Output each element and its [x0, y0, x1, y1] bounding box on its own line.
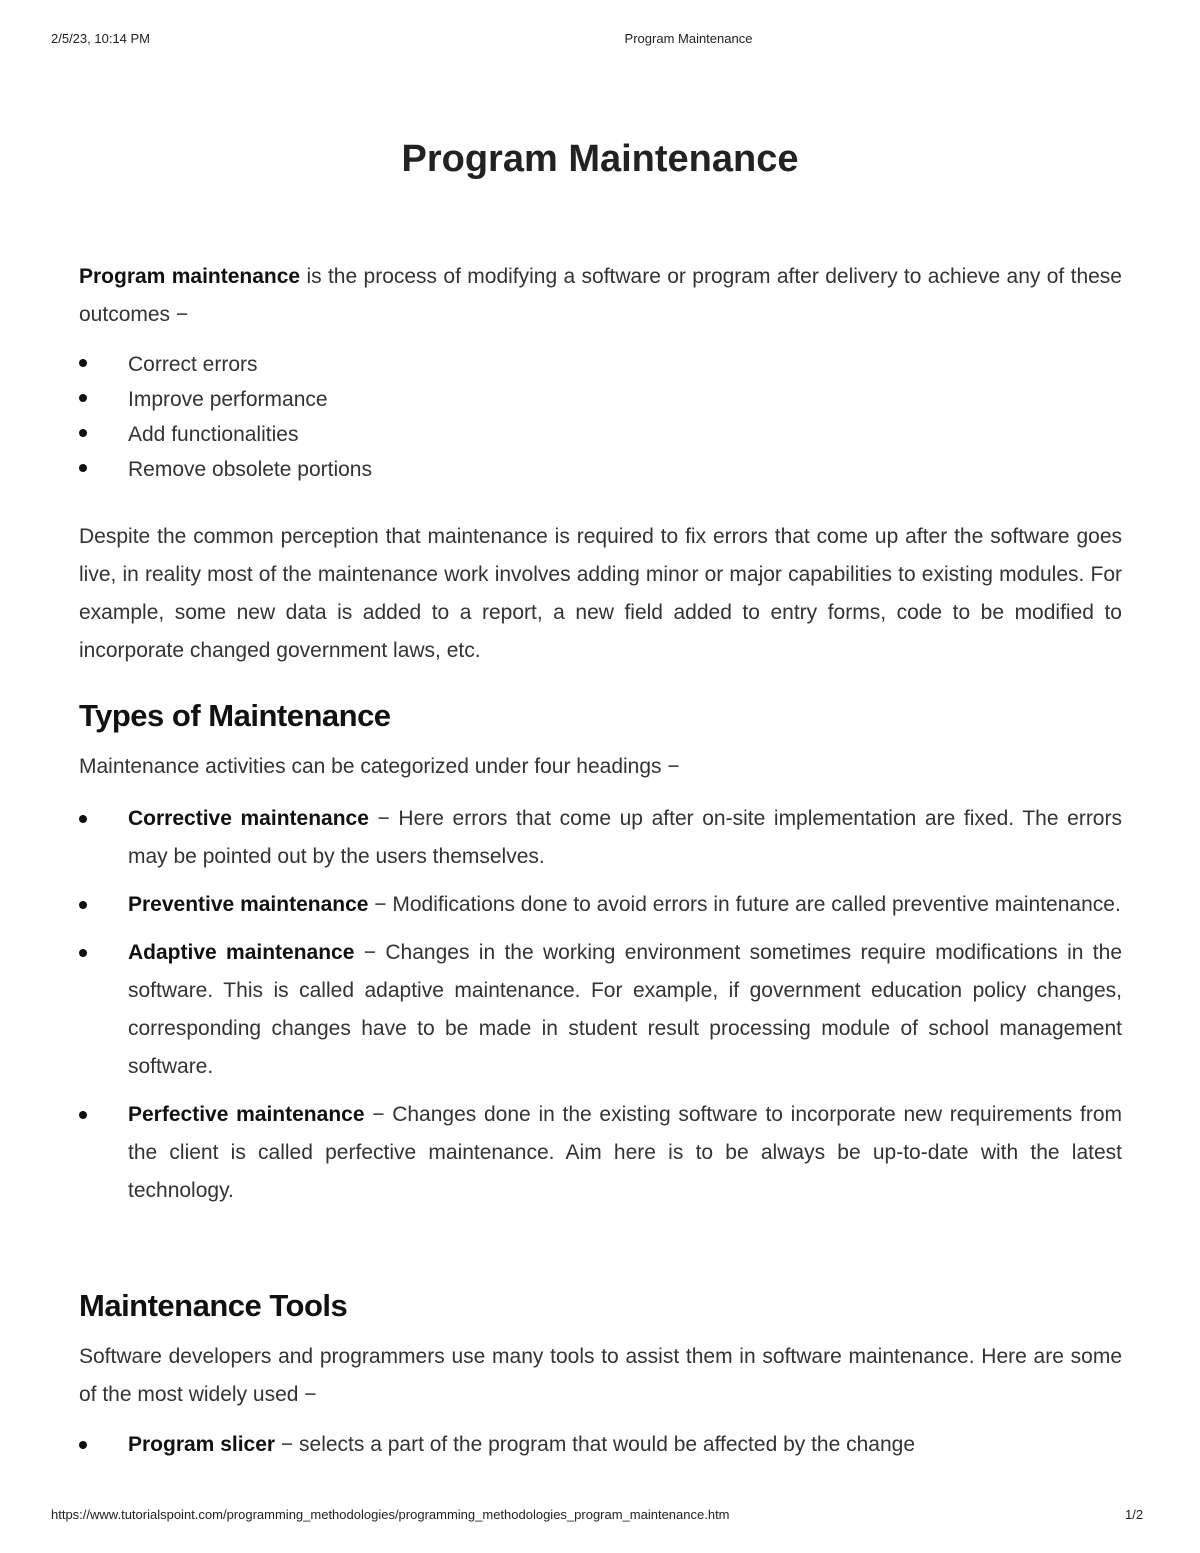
item-term: Preventive maintenance [128, 893, 369, 916]
list-item [79, 886, 1122, 924]
page-title: Program Maintenance [401, 138, 799, 180]
types-section [79, 698, 1122, 1220]
tools-section [79, 1288, 1122, 1474]
print-datetime: 2/5/23, 10:14 PM [51, 31, 151, 46]
list-item [79, 1426, 1122, 1464]
types-heading: Types of Maintenance [79, 698, 391, 733]
outcomes-list [79, 347, 1122, 487]
list-item: Improve performance [79, 382, 1122, 417]
item-term: Perfective maintenance [128, 1103, 365, 1126]
types-list [79, 800, 1122, 1210]
print-title: Program Maintenance [624, 31, 753, 46]
list-item: Remove obsolete portions [79, 452, 1122, 487]
list-item [79, 800, 1122, 876]
types-intro: Maintenance activities can be categorized under four headings − [79, 755, 680, 778]
list-item [79, 1096, 1122, 1210]
intro-term: Program maintenance [79, 265, 301, 288]
tools-heading: Maintenance Tools [79, 1288, 348, 1323]
list-item: Add functionalities [79, 417, 1122, 452]
list-item [79, 934, 1122, 1086]
item-text: − selects a part of the program that would be affected by the change [275, 1433, 916, 1456]
intro-text: is the process of modifying a software or program after delivery to achieve any of these outcomes − [79, 265, 1122, 326]
item-term: Program slicer [128, 1433, 276, 1456]
intro-paragraph [79, 258, 1122, 334]
list-item: Correct errors [79, 347, 1122, 382]
perception-paragraph: Despite the common perception that maintenance is required to fix errors that come up after the software goes live, in reality most of the maintenance work involves adding minor or major capabilities to existing modules. For example, some new data is added to a report, a new field added to entry forms, code to be modified to incorporate changed government laws, etc. [79, 525, 1122, 662]
print-url: https://www.tutorialspoint.com/programming_methodologies/programming_methodologies_program_maintenance.htm [51, 1507, 730, 1522]
item-term: Adaptive maintenance [128, 941, 355, 964]
tools-intro: Software developers and programmers use many tools to assist them in software maintenance. Here are some of the most widely used − [79, 1345, 1122, 1406]
item-text: − Changes in the working environment sometimes require modifications in the software. This is called adaptive maintenance. For example, if government education policy changes, corresponding changes have to be made in student result processing module of school management software. [128, 941, 1123, 1078]
item-text: − Here errors that come up after on-site implementation are fixed. The errors may be pointed out by the users themselves. [128, 807, 1122, 868]
item-text: − Changes done in the existing software to incorporate new requirements from the client is called perfective maintenance. Aim here is to be always be up-to-date with the latest technology. [128, 1103, 1122, 1202]
outcomes-list-container [79, 347, 1122, 487]
item-text: − Modifications done to avoid errors in future are called preventive maintenance. [368, 893, 1121, 916]
para2-section [79, 518, 1122, 670]
item-term: Corrective maintenance [128, 807, 369, 830]
intro-section [79, 258, 1122, 334]
tools-list [79, 1426, 1122, 1464]
page-number: 1/2 [1125, 1507, 1144, 1522]
